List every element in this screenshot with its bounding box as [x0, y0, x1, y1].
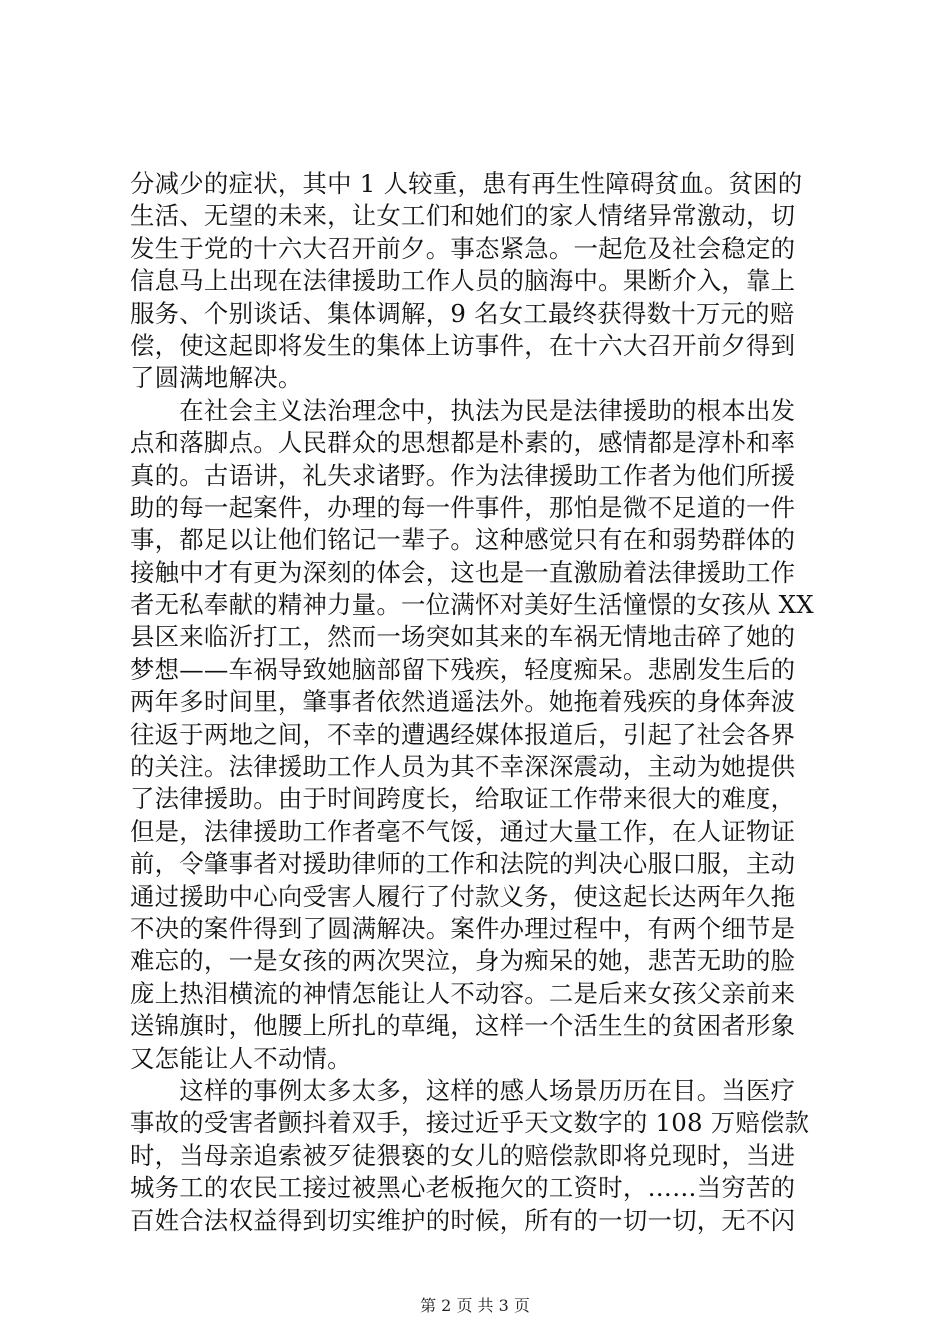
text-line: 者无私奉献的精神力量。一位满怀对美好生活憧憬的女孩从 XX: [130, 590, 814, 620]
text-line: 发生于党的十六大召开前夕。事态紧急。一起危及社会稳定的: [130, 233, 796, 263]
text-line: 县区来临沂打工，然而一场突如其来的车祸无情地击碎了她的: [130, 622, 796, 652]
text-line: 城务工的农民工接过被黑心老板拖欠的工资时，……当穷苦的: [130, 1173, 796, 1203]
text-line: 服务、个别谈话、集体调解，9 名女工最终获得数十万元的赔: [130, 298, 795, 328]
text-line: 生活、无望的未来，让女工们和她们的家人情绪异常激动，切: [130, 201, 796, 231]
page-footer: 第 2 页 共 3 页: [420, 1296, 530, 1315]
text-line: 庞上热泪横流的神情怎能让人不动容。二是后来女孩父亲前来: [130, 978, 796, 1008]
text-line: 助的每一起案件，办理的每一件事件，那怕是微不足道的一件: [130, 492, 796, 522]
text-line: 事，都足以让他们铭记一辈子。这种感觉只有在和弱势群体的: [130, 525, 796, 555]
text-line: 真的。古语讲，礼失求诸野。作为法律援助工作者为他们所援: [130, 460, 796, 490]
text-line: 往返于两地之间，不幸的遭遇经媒体报道后，引起了社会各界: [130, 719, 796, 749]
body-text: [130, 168, 830, 1237]
text-line: 不决的案件得到了圆满解决。案件办理过程中，有两个细节是: [130, 913, 796, 943]
text-line: 百姓合法权益得到切实维护的时候，所有的一切一切，无不闪: [130, 1205, 796, 1235]
text-line: 的关注。法律援助工作人员为其不幸深深震动，主动为她提供: [130, 752, 796, 782]
text-line: 事故的受害者颤抖着双手，接过近乎天文数字的 108 万赔偿款: [130, 1108, 810, 1138]
text-line: 时，当母亲追索被歹徒猥亵的女儿的赔偿款即将兑现时，当进: [130, 1140, 796, 1170]
text-line: 接触中才有更为深刻的体会，这也是一直激励着法律援助工作: [130, 557, 796, 587]
text-line: 两年多时间里，肇事者依然逍遥法外。她拖着残疾的身体奔波: [130, 687, 796, 717]
text-line: 偿，使这起即将发生的集体上访事件，在十六大召开前夕得到: [130, 330, 796, 360]
text-line: 但是，法律援助工作者毫不气馁，通过大量工作，在人证物证: [130, 816, 796, 846]
text-line: 了圆满地解决。: [130, 363, 303, 393]
text-line: 信息马上出现在法律援助工作人员的脑海中。果断介入，靠上: [130, 266, 796, 296]
text-line: 这样的事例太多太多，这样的感人场景历历在目。当医疗: [130, 1075, 796, 1105]
text-line: 在社会主义法治理念中，执法为民是法律援助的根本出发: [130, 395, 796, 425]
text-line: 点和落脚点。人民群众的思想都是朴素的，感情都是淳朴和率: [130, 428, 796, 458]
text-line: 送锦旗时，他腰上所扎的草绳，这样一个活生生的贫困者形象: [130, 1011, 796, 1041]
text-line: 前，令肇事者对援助律师的工作和法院的判决心服口服，主动: [130, 849, 796, 879]
text-line: 难忘的，一是女孩的两次哭泣，身为痴呆的她，悲苦无助的脸: [130, 946, 796, 976]
text-line: 通过援助中心向受害人履行了付款义务，使这起长达两年久拖: [130, 881, 796, 911]
text-line: 分减少的症状，其中 1 人较重，患有再生性障碍贫血。贫困的: [130, 169, 803, 198]
text-line: 了法律援助。由于时间跨度长，给取证工作带来很大的难度，: [130, 784, 796, 814]
text-line: 又怎能让人不动情。: [130, 1043, 352, 1073]
text-line: 梦想——车祸导致她脑部留下残疾，轻度痴呆。悲剧发生后的: [130, 654, 796, 684]
